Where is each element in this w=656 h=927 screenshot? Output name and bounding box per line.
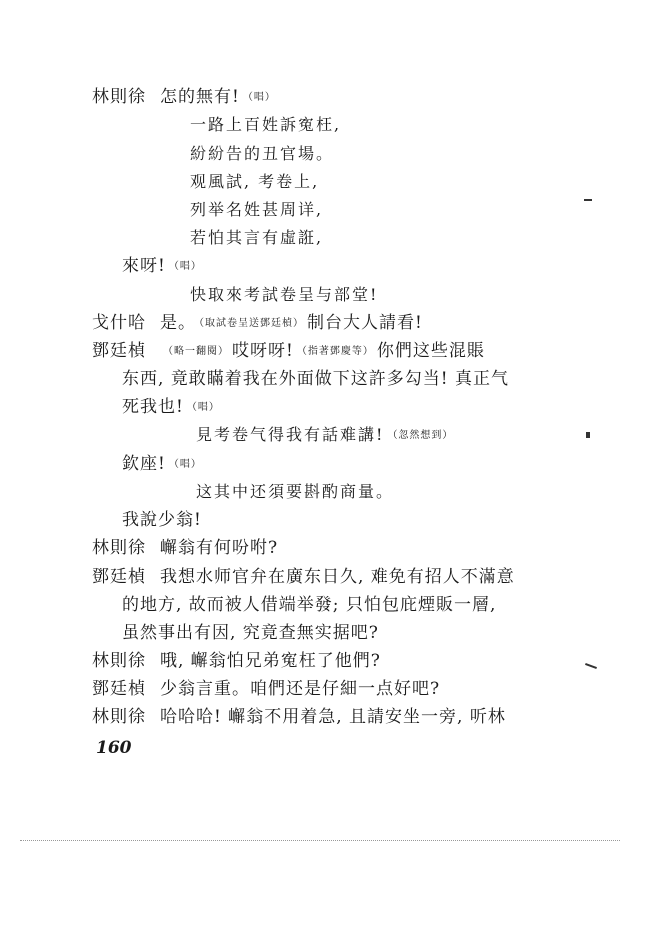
dialogue-line — [92, 566, 515, 588]
stage-note: （略一翻閱） — [163, 346, 229, 357]
dialogue-line — [122, 396, 223, 419]
dialogue-line — [122, 453, 205, 476]
speaker-name: 林則徐 — [92, 707, 146, 727]
stage-note: （唱） — [242, 92, 276, 103]
line-text: 見考卷气得我有話难講! — [196, 425, 385, 444]
dialogue-continuation: 东西, 竟敢瞞着我在外面做下这許多勾当! 真正气 — [122, 369, 510, 389]
line-text: 少翁言重。咱們还是仔細一点好吧? — [160, 679, 441, 699]
stage-note: （唱） — [186, 402, 220, 413]
dialogue-line: 我說少翁! — [122, 510, 202, 530]
speaker-name: 林則徐 — [92, 651, 146, 671]
speaker-name: 鄧廷楨 — [92, 341, 146, 361]
verse-line: 列举名姓甚周详, — [190, 200, 324, 219]
dialogue-line — [92, 650, 381, 672]
dialogue-line — [92, 678, 440, 700]
verse-line: 紛紛告的丑官場。 — [190, 144, 335, 163]
line-text: 我想水师官弁在廣东日久, 难免有招人不滿意 — [160, 567, 515, 587]
verse-line: 快取來考試卷呈与部堂! — [190, 285, 379, 304]
verse-line: 一路上百姓訴寃枉, — [190, 115, 342, 134]
line-text: 欽座! — [122, 454, 166, 474]
line-text: 制台大人請看! — [307, 313, 423, 333]
line-text: 哎呀呀! — [232, 341, 294, 361]
line-text: 哈哈哈! 嶰翁不用着急, 且請安坐一旁, 听林 — [160, 707, 506, 727]
page-number: 160 — [96, 738, 132, 758]
line-text: 怎的無有! — [160, 87, 240, 107]
dialogue-line — [92, 86, 279, 109]
stage-note: （取試卷呈送鄧廷楨） — [199, 318, 304, 329]
verse-line: 观風試, 考卷上, — [190, 172, 320, 191]
stage-note: （唱） — [168, 261, 202, 272]
verse-line: 若怕其言有虛誑, — [190, 228, 324, 247]
line-text: 來呀! — [122, 256, 166, 276]
speaker-name: 戈什哈 — [92, 313, 146, 333]
line-text: 是。 — [160, 313, 196, 333]
line-text: 死我也! — [122, 397, 184, 417]
speaker-name: 林則徐 — [92, 538, 146, 558]
stage-note: （指著鄧慶等） — [296, 346, 374, 357]
dialogue-line — [92, 537, 278, 559]
dialogue-line — [92, 340, 485, 363]
dialogue-line — [92, 706, 506, 728]
scan-edge-mark — [20, 840, 620, 843]
line-text: 嶰翁有何吩咐? — [160, 538, 279, 558]
dialogue-continuation: 虽然事出有因, 究竟查無实据吧? — [122, 623, 379, 643]
dialogue-continuation: 的地方, 故而被人借端举發; 只怕包庇煙販一層, — [122, 595, 497, 615]
dialogue-line — [122, 255, 205, 278]
verse-line — [196, 424, 456, 447]
verse-line: 这其中还須要斟酌商量。 — [196, 482, 395, 501]
line-text: 哦, 嶰翁怕兄弟寃枉了他們? — [160, 651, 381, 671]
speaker-name: 鄧廷楨 — [92, 679, 146, 699]
speaker-name: 鄧廷楨 — [92, 567, 146, 587]
dialogue-line — [92, 312, 423, 335]
scan-speck — [584, 199, 592, 201]
speaker-name: 林則徐 — [92, 87, 146, 107]
stage-note: （忽然想到） — [387, 430, 454, 441]
scan-speck — [585, 663, 597, 669]
scan-speck — [586, 432, 590, 438]
stage-note: （唱） — [168, 459, 202, 470]
line-text: 你們这些混賬 — [376, 341, 485, 361]
